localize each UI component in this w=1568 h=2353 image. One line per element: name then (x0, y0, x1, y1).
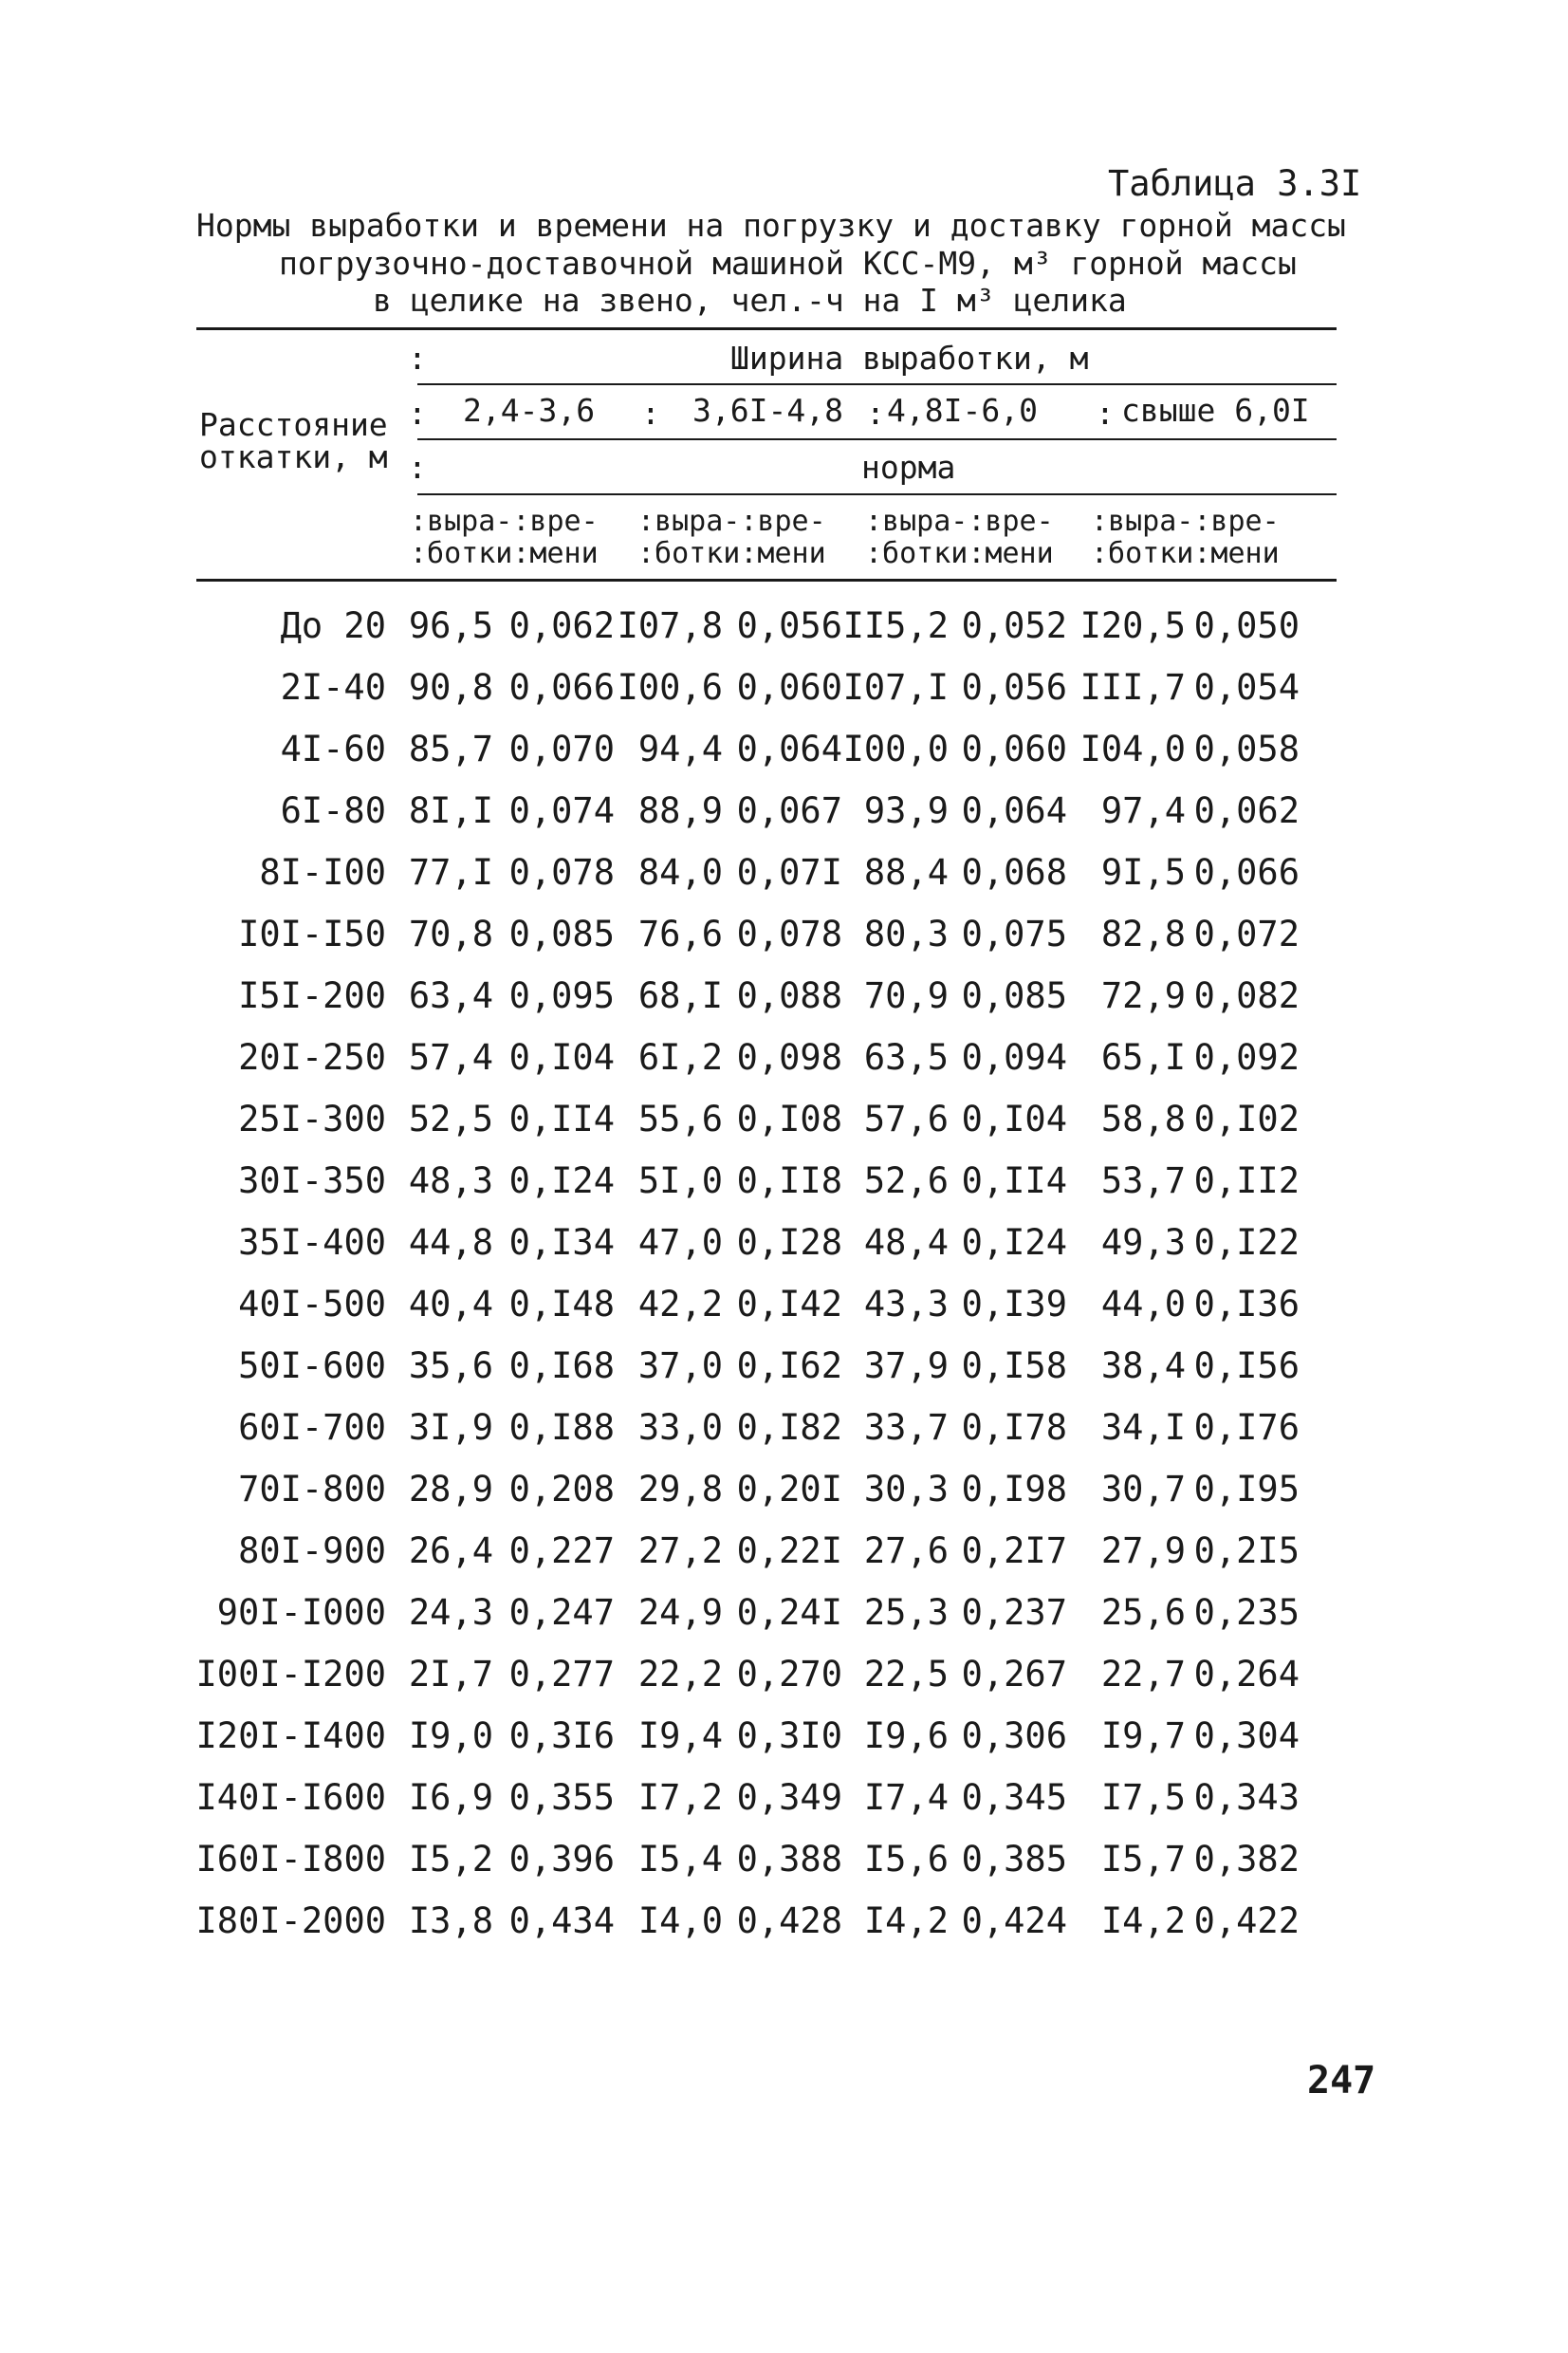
cell-time: 0,056 (736, 605, 842, 646)
cell-time: 0,208 (508, 1469, 615, 1510)
row-distance: 90I-I000 (216, 1592, 386, 1633)
cell-output: 38,4 (1100, 1345, 1186, 1386)
cell-output: 43,3 (863, 1284, 949, 1325)
row-distance: 50I-600 (238, 1345, 386, 1386)
cell-time: 0,2I5 (1193, 1530, 1300, 1571)
norm-rule (417, 493, 1337, 495)
cell-time: 0,074 (508, 790, 615, 831)
cell-output: 77,I (408, 852, 493, 893)
cell-output: 37,0 (637, 1345, 723, 1386)
distance-header-line-2: откатки, м (199, 438, 388, 475)
cell-output: I7,5 (1100, 1777, 1186, 1818)
cell-time: 0,424 (961, 1900, 1067, 1941)
subheader-top-3: :выра-:вре- (865, 505, 1054, 538)
cell-output: 47,0 (637, 1222, 723, 1263)
cell-time: 0,3I6 (508, 1715, 615, 1756)
cell-output: 52,5 (408, 1099, 493, 1139)
subheader-bottom-2: :ботки:мени (637, 537, 826, 570)
cell-time: 0,I24 (508, 1160, 615, 1201)
width-range-2: 3,6I-4,8 (692, 392, 843, 429)
cell-output: 57,4 (408, 1037, 493, 1078)
cell-time: 0,434 (508, 1900, 615, 1941)
cell-output: 40,4 (408, 1284, 493, 1325)
cell-output: 5I,0 (637, 1160, 723, 1201)
cell-output: 30,3 (863, 1469, 949, 1510)
cell-time: 0,I76 (1193, 1407, 1300, 1448)
cell-output: 25,6 (1100, 1592, 1186, 1633)
cell-output: 27,9 (1100, 1530, 1186, 1571)
cell-output: 30,7 (1100, 1469, 1186, 1510)
cell-output: 84,0 (637, 852, 723, 893)
cell-time: 0,075 (961, 914, 1067, 954)
cell-time: 0,098 (736, 1037, 842, 1078)
cell-output: 24,9 (637, 1592, 723, 1633)
subheader-top-1: :выра-:вре- (410, 505, 599, 538)
cell-time: 0,085 (961, 975, 1067, 1016)
row-distance: 25I-300 (238, 1099, 386, 1139)
cell-output: 33,7 (863, 1407, 949, 1448)
cell-output: 27,2 (637, 1530, 723, 1571)
cell-output: 33,0 (637, 1407, 723, 1448)
cell-time: 0,267 (961, 1654, 1067, 1695)
cell-output: 48,4 (863, 1222, 949, 1263)
cell-time: 0,066 (1193, 852, 1300, 893)
cell-time: 0,062 (508, 605, 615, 646)
cell-time: 0,I48 (508, 1284, 615, 1325)
cell-output: I9,0 (408, 1715, 493, 1756)
cell-time: 0,II4 (961, 1160, 1067, 1201)
cell-time: 0,092 (1193, 1037, 1300, 1078)
cell-time: 0,I36 (1193, 1284, 1300, 1325)
cell-output: 44,8 (408, 1222, 493, 1263)
cell-output: 63,4 (408, 975, 493, 1016)
cell-time: 0,396 (508, 1839, 615, 1880)
cell-time: 0,247 (508, 1592, 615, 1633)
cell-time: 0,428 (736, 1900, 842, 1941)
row-distance: 70I-800 (238, 1469, 386, 1510)
cell-output: 90,8 (408, 667, 493, 708)
cell-time: 0,I04 (508, 1037, 615, 1078)
row-distance: 20I-250 (238, 1037, 386, 1078)
cell-output: I07,I (842, 667, 949, 708)
cell-time: 0,24I (736, 1592, 842, 1633)
cell-time: 0,I98 (961, 1469, 1067, 1510)
cell-time: 0,I24 (961, 1222, 1067, 1263)
cell-time: 0,I68 (508, 1345, 615, 1386)
subheader-bottom-4: :ботки:мени (1091, 537, 1280, 570)
cell-time: 0,088 (736, 975, 842, 1016)
cell-output: I4,2 (863, 1900, 949, 1941)
distance-header-line-1: Расстояние (199, 406, 388, 443)
cell-output: 2I,7 (408, 1654, 493, 1695)
cell-output: 3I,9 (408, 1407, 493, 1448)
cell-time: 0,270 (736, 1654, 842, 1695)
ranges-rule (417, 438, 1337, 440)
cell-output: I9,7 (1100, 1715, 1186, 1756)
row-distance: 2I-40 (280, 667, 386, 708)
cell-time: 0,349 (736, 1777, 842, 1818)
cell-output: 49,3 (1100, 1222, 1186, 1263)
cell-output: 34,I (1100, 1407, 1186, 1448)
cell-output: I5,7 (1100, 1839, 1186, 1880)
cell-output: 25,3 (863, 1592, 949, 1633)
caption-line-3: в целике на звено, чел.-ч на I м³ целика (373, 282, 1127, 319)
cell-output: 85,7 (408, 729, 493, 769)
cell-time: 0,277 (508, 1654, 615, 1695)
cell-time: 0,054 (1193, 667, 1300, 708)
cell-output: I9,4 (637, 1715, 723, 1756)
row-distance: I80I-2000 (195, 1900, 386, 1941)
row-distance: I0I-I50 (238, 914, 386, 954)
width-range-3: 4,8I-6,0 (887, 392, 1038, 429)
cell-time: 0,20I (736, 1469, 842, 1510)
cell-time: 0,22I (736, 1530, 842, 1571)
cell-output: 70,8 (408, 914, 493, 954)
cell-output: 72,9 (1100, 975, 1186, 1016)
cell-time: 0,064 (961, 790, 1067, 831)
cell-output: III,7 (1079, 667, 1186, 708)
cell-output: I7,4 (863, 1777, 949, 1818)
cell-time: 0,227 (508, 1530, 615, 1571)
cell-output: 24,3 (408, 1592, 493, 1633)
cell-time: 0,304 (1193, 1715, 1300, 1756)
row-distance: 80I-900 (238, 1530, 386, 1571)
cell-time: 0,II4 (508, 1099, 615, 1139)
cell-output: 27,6 (863, 1530, 949, 1571)
width-range-4: свыше 6,0I (1121, 392, 1310, 429)
cell-output: 22,5 (863, 1654, 949, 1695)
cell-time: 0,II2 (1193, 1160, 1300, 1201)
cell-output: I04,0 (1079, 729, 1186, 769)
cell-time: 0,064 (736, 729, 842, 769)
cell-output: 35,6 (408, 1345, 493, 1386)
cell-output: I07,8 (617, 605, 723, 646)
row-distance: I40I-I600 (195, 1777, 386, 1818)
cell-output: 97,4 (1100, 790, 1186, 831)
cell-output: 8I,I (408, 790, 493, 831)
subheader-bottom-1: :ботки:мени (410, 537, 599, 570)
cell-output: 80,3 (863, 914, 949, 954)
cell-time: 0,I02 (1193, 1099, 1300, 1139)
row-distance: 30I-350 (238, 1160, 386, 1201)
width-header: Ширина выработки, м (730, 340, 1089, 377)
row-distance: I60I-I800 (195, 1839, 386, 1880)
cell-time: 0,I58 (961, 1345, 1067, 1386)
cell-time: 0,I78 (961, 1407, 1067, 1448)
cell-time: 0,I56 (1193, 1345, 1300, 1386)
range-separator: : (1096, 395, 1115, 432)
caption-line-1: Нормы выработки и времени на погрузку и доставку горной массы (196, 207, 1346, 244)
header-colon: : (408, 449, 427, 486)
row-distance: I20I-I400 (195, 1715, 386, 1756)
cell-time: 0,I82 (736, 1407, 842, 1448)
header-top-rule (196, 327, 1337, 330)
cell-output: I9,6 (863, 1715, 949, 1756)
cell-time: 0,2I7 (961, 1530, 1067, 1571)
cell-output: 63,5 (863, 1037, 949, 1078)
cell-output: 88,9 (637, 790, 723, 831)
cell-time: 0,068 (961, 852, 1067, 893)
row-distance: 8I-I00 (259, 852, 386, 893)
cell-time: 0,I22 (1193, 1222, 1300, 1263)
range-separator: : (641, 395, 660, 432)
row-distance: I00I-I200 (195, 1654, 386, 1695)
cell-time: 0,237 (961, 1592, 1067, 1633)
cell-time: 0,I39 (961, 1284, 1067, 1325)
header-colon: : (408, 395, 427, 432)
subheader-bottom-3: :ботки:мени (865, 537, 1054, 570)
cell-output: 82,8 (1100, 914, 1186, 954)
row-distance: До 20 (280, 605, 386, 646)
cell-time: 0,I42 (736, 1284, 842, 1325)
cell-output: 58,8 (1100, 1099, 1186, 1139)
cell-time: 0,306 (961, 1715, 1067, 1756)
cell-output: I00,6 (617, 667, 723, 708)
cell-output: 42,2 (637, 1284, 723, 1325)
width-range-1: 2,4-3,6 (463, 392, 596, 429)
cell-time: 0,I04 (961, 1099, 1067, 1139)
cell-output: 93,9 (863, 790, 949, 831)
cell-output: 70,9 (863, 975, 949, 1016)
cell-time: 0,I88 (508, 1407, 615, 1448)
norm-header: норма (861, 449, 956, 486)
cell-time: 0,264 (1193, 1654, 1300, 1695)
cell-time: 0,078 (508, 852, 615, 893)
cell-time: 0,385 (961, 1839, 1067, 1880)
cell-time: 0,345 (961, 1777, 1067, 1818)
cell-time: 0,355 (508, 1777, 615, 1818)
cell-time: 0,094 (961, 1037, 1067, 1078)
cell-time: 0,058 (1193, 729, 1300, 769)
cell-output: 44,0 (1100, 1284, 1186, 1325)
cell-time: 0,078 (736, 914, 842, 954)
subheader-top-2: :выра-:вре- (637, 505, 826, 538)
cell-time: 0,I95 (1193, 1469, 1300, 1510)
cell-time: 0,070 (508, 729, 615, 769)
page-number: 247 (1307, 2059, 1376, 2103)
cell-output: 22,2 (637, 1654, 723, 1695)
cell-output: 9I,5 (1100, 852, 1186, 893)
cell-time: 0,343 (1193, 1777, 1300, 1818)
cell-output: I6,9 (408, 1777, 493, 1818)
cell-time: 0,072 (1193, 914, 1300, 954)
table-number: Таблица 3.3I (1108, 163, 1362, 204)
cell-output: I00,0 (842, 729, 949, 769)
subheader-top-4: :выра-:вре- (1091, 505, 1280, 538)
cell-time: 0,235 (1193, 1592, 1300, 1633)
row-distance: 35I-400 (238, 1222, 386, 1263)
cell-time: 0,3I0 (736, 1715, 842, 1756)
cell-time: 0,422 (1193, 1900, 1300, 1941)
cell-time: 0,I62 (736, 1345, 842, 1386)
cell-output: 22,7 (1100, 1654, 1186, 1695)
cell-output: 48,3 (408, 1160, 493, 1201)
row-distance: 40I-500 (238, 1284, 386, 1325)
cell-output: I4,2 (1100, 1900, 1186, 1941)
cell-time: 0,060 (736, 667, 842, 708)
cell-output: I7,2 (637, 1777, 723, 1818)
cell-output: 76,6 (637, 914, 723, 954)
cell-output: 94,4 (637, 729, 723, 769)
width-rule (417, 383, 1337, 385)
cell-time: 0,085 (508, 914, 615, 954)
cell-output: 65,I (1100, 1037, 1186, 1078)
cell-output: 55,6 (637, 1099, 723, 1139)
cell-time: 0,382 (1193, 1839, 1300, 1880)
cell-output: 57,6 (863, 1099, 949, 1139)
row-distance: 60I-700 (238, 1407, 386, 1448)
cell-time: 0,052 (961, 605, 1067, 646)
cell-time: 0,082 (1193, 975, 1300, 1016)
cell-time: 0,07I (736, 852, 842, 893)
cell-output: 68,I (637, 975, 723, 1016)
cell-output: 29,8 (637, 1469, 723, 1510)
cell-output: 28,9 (408, 1469, 493, 1510)
cell-output: 6I,2 (637, 1037, 723, 1078)
cell-output: I5,2 (408, 1839, 493, 1880)
cell-output: I20,5 (1079, 605, 1186, 646)
cell-output: 26,4 (408, 1530, 493, 1571)
row-distance: 4I-60 (280, 729, 386, 769)
cell-time: 0,062 (1193, 790, 1300, 831)
cell-output: 88,4 (863, 852, 949, 893)
cell-output: 37,9 (863, 1345, 949, 1386)
cell-time: 0,II8 (736, 1160, 842, 1201)
cell-time: 0,050 (1193, 605, 1300, 646)
row-distance: 6I-80 (280, 790, 386, 831)
cell-time: 0,I34 (508, 1222, 615, 1263)
caption-line-2: погрузочно-доставочной машиной КСС-М9, м³ горной массы (279, 245, 1297, 282)
cell-time: 0,067 (736, 790, 842, 831)
cell-time: 0,I08 (736, 1099, 842, 1139)
cell-time: 0,056 (961, 667, 1067, 708)
cell-output: 52,6 (863, 1160, 949, 1201)
cell-output: I5,6 (863, 1839, 949, 1880)
cell-time: 0,060 (961, 729, 1067, 769)
cell-output: I3,8 (408, 1900, 493, 1941)
row-distance: I5I-200 (238, 975, 386, 1016)
cell-time: 0,095 (508, 975, 615, 1016)
cell-output: I4,0 (637, 1900, 723, 1941)
cell-output: 53,7 (1100, 1160, 1186, 1201)
cell-time: 0,066 (508, 667, 615, 708)
cell-output: 96,5 (408, 605, 493, 646)
header-colon: : (408, 340, 427, 377)
cell-time: 0,I28 (736, 1222, 842, 1263)
header-bottom-rule (196, 579, 1337, 582)
range-separator: : (866, 395, 885, 432)
cell-output: II5,2 (842, 605, 949, 646)
cell-output: I5,4 (637, 1839, 723, 1880)
cell-time: 0,388 (736, 1839, 842, 1880)
